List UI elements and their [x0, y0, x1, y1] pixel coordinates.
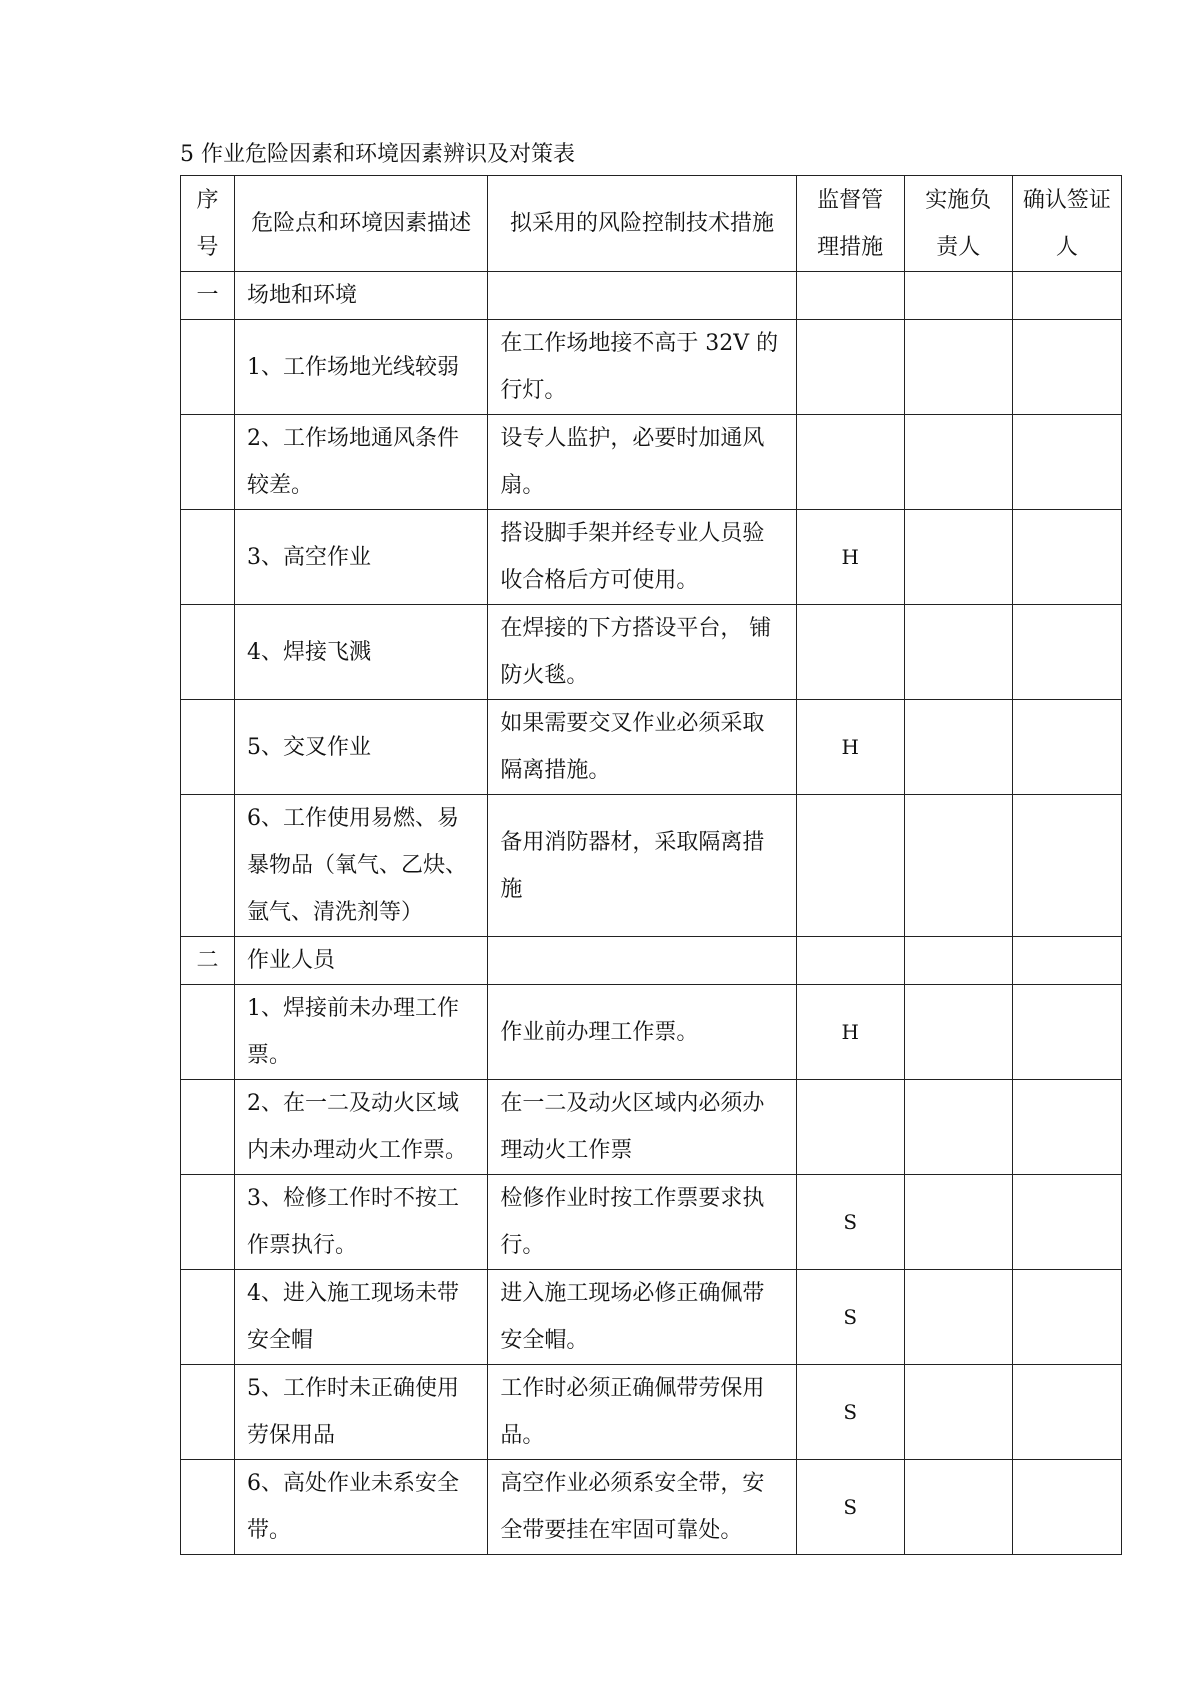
confirm-cell	[1012, 700, 1121, 795]
section-row	[181, 272, 1122, 320]
responsible-cell	[904, 1175, 1012, 1270]
responsible-cell	[904, 272, 1012, 320]
confirm-cell	[1012, 605, 1121, 700]
section-row	[181, 937, 1122, 985]
header-measure: 拟采用的风险控制技术措施	[488, 176, 796, 272]
supervision-cell: S	[796, 1460, 904, 1555]
table-row	[181, 1460, 1122, 1555]
table-row	[181, 700, 1122, 795]
seq-cell	[181, 1080, 235, 1175]
section-seq: 一	[181, 272, 235, 320]
hazard-cell: 6、高处作业未系安全带。	[235, 1460, 488, 1555]
supervision-cell: H	[796, 985, 904, 1080]
confirm-cell	[1012, 1460, 1121, 1555]
measure-cell: 进入施工现场必修正确佩带安全帽。	[488, 1270, 796, 1365]
seq-cell	[181, 1270, 235, 1365]
page-title: 5 作业危险因素和环境因素辨识及对策表	[180, 142, 575, 167]
seq-cell	[181, 795, 235, 937]
confirm-cell	[1012, 272, 1121, 320]
confirm-cell	[1012, 1175, 1121, 1270]
supervision-cell	[796, 795, 904, 937]
supervision-cell	[796, 415, 904, 510]
hazard-cell: 5、交叉作业	[235, 700, 488, 795]
header-hazard: 危险点和环境因素描述	[235, 176, 488, 272]
responsible-cell	[904, 320, 1012, 415]
seq-cell	[181, 1460, 235, 1555]
confirm-cell	[1012, 510, 1121, 605]
hazard-cell: 2、在一二及动火区域内未办理动火工作票。	[235, 1080, 488, 1175]
supervision-cell	[796, 937, 904, 985]
measure-cell: 在工作场地接不高于 32V 的行灯。	[488, 320, 796, 415]
confirm-cell	[1012, 1365, 1121, 1460]
table-row	[181, 1080, 1122, 1175]
header-seq: 序号	[181, 176, 235, 272]
responsible-cell	[904, 937, 1012, 985]
supervision-cell: H	[796, 510, 904, 605]
hazard-cell: 6、工作使用易燃、易暴物品（氧气、乙炔、氩气、清洗剂等）	[235, 795, 488, 937]
hazard-cell: 3、检修工作时不按工作票执行。	[235, 1175, 488, 1270]
supervision-cell	[796, 605, 904, 700]
hazard-cell: 2、工作场地通风条件较差。	[235, 415, 488, 510]
supervision-cell	[796, 320, 904, 415]
responsible-cell	[904, 700, 1012, 795]
confirm-cell	[1012, 320, 1121, 415]
confirm-cell	[1012, 1080, 1121, 1175]
measure-cell: 检修作业时按工作票要求执行。	[488, 1175, 796, 1270]
confirm-cell	[1012, 415, 1121, 510]
confirm-cell	[1012, 1270, 1121, 1365]
confirm-cell	[1012, 937, 1121, 985]
supervision-cell: H	[796, 700, 904, 795]
measure-cell: 如果需要交叉作业必须采取隔离措施。	[488, 700, 796, 795]
hazard-cell: 5、工作时未正确使用劳保用品	[235, 1365, 488, 1460]
table-row	[181, 510, 1122, 605]
table-row	[181, 415, 1122, 510]
table-row	[181, 605, 1122, 700]
header-confirm: 确认签证人	[1012, 176, 1121, 272]
responsible-cell	[904, 510, 1012, 605]
measure-cell: 设专人监护，必要时加通风扇。	[488, 415, 796, 510]
table-row	[181, 320, 1122, 415]
measure-cell: 备用消防器材，采取隔离措施	[488, 795, 796, 937]
supervision-cell	[796, 1080, 904, 1175]
section-seq: 二	[181, 937, 235, 985]
measure-cell: 高空作业必须系安全带，安全带要挂在牢固可靠处。	[488, 1460, 796, 1555]
section-title: 场地和环境	[235, 272, 488, 320]
supervision-cell	[796, 272, 904, 320]
hazard-cell: 1、工作场地光线较弱	[235, 320, 488, 415]
seq-cell	[181, 605, 235, 700]
supervision-cell: S	[796, 1365, 904, 1460]
hazard-cell: 4、焊接飞溅	[235, 605, 488, 700]
confirm-cell	[1012, 985, 1121, 1080]
measure-cell: 作业前办理工作票。	[488, 985, 796, 1080]
section-title: 作业人员	[235, 937, 488, 985]
measure-cell	[488, 937, 796, 985]
responsible-cell	[904, 795, 1012, 937]
responsible-cell	[904, 1365, 1012, 1460]
seq-cell	[181, 700, 235, 795]
hazard-cell: 3、高空作业	[235, 510, 488, 605]
table-header-row	[181, 176, 1122, 272]
risk-table	[180, 175, 1122, 1555]
responsible-cell	[904, 1270, 1012, 1365]
header-supervision: 监督管理措施	[796, 176, 904, 272]
seq-cell	[181, 1365, 235, 1460]
table-row	[181, 795, 1122, 937]
supervision-cell: S	[796, 1175, 904, 1270]
table-row	[181, 985, 1122, 1080]
measure-cell: 搭设脚手架并经专业人员验收合格后方可使用。	[488, 510, 796, 605]
responsible-cell	[904, 985, 1012, 1080]
measure-cell: 在焊接的下方搭设平台， 铺防火毯。	[488, 605, 796, 700]
measure-cell: 在一二及动火区域内必须办理动火工作票	[488, 1080, 796, 1175]
table-row	[181, 1270, 1122, 1365]
hazard-cell: 1、焊接前未办理工作票。	[235, 985, 488, 1080]
seq-cell	[181, 320, 235, 415]
measure-cell	[488, 272, 796, 320]
seq-cell	[181, 415, 235, 510]
seq-cell	[181, 510, 235, 605]
responsible-cell	[904, 415, 1012, 510]
confirm-cell	[1012, 795, 1121, 937]
responsible-cell	[904, 1460, 1012, 1555]
responsible-cell	[904, 605, 1012, 700]
measure-cell: 工作时必须正确佩带劳保用品。	[488, 1365, 796, 1460]
hazard-cell: 4、进入施工现场未带安全帽	[235, 1270, 488, 1365]
header-responsible: 实施负责人	[904, 176, 1012, 272]
seq-cell	[181, 985, 235, 1080]
supervision-cell: S	[796, 1270, 904, 1365]
responsible-cell	[904, 1080, 1012, 1175]
table-row	[181, 1175, 1122, 1270]
seq-cell	[181, 1175, 235, 1270]
table-row	[181, 1365, 1122, 1460]
